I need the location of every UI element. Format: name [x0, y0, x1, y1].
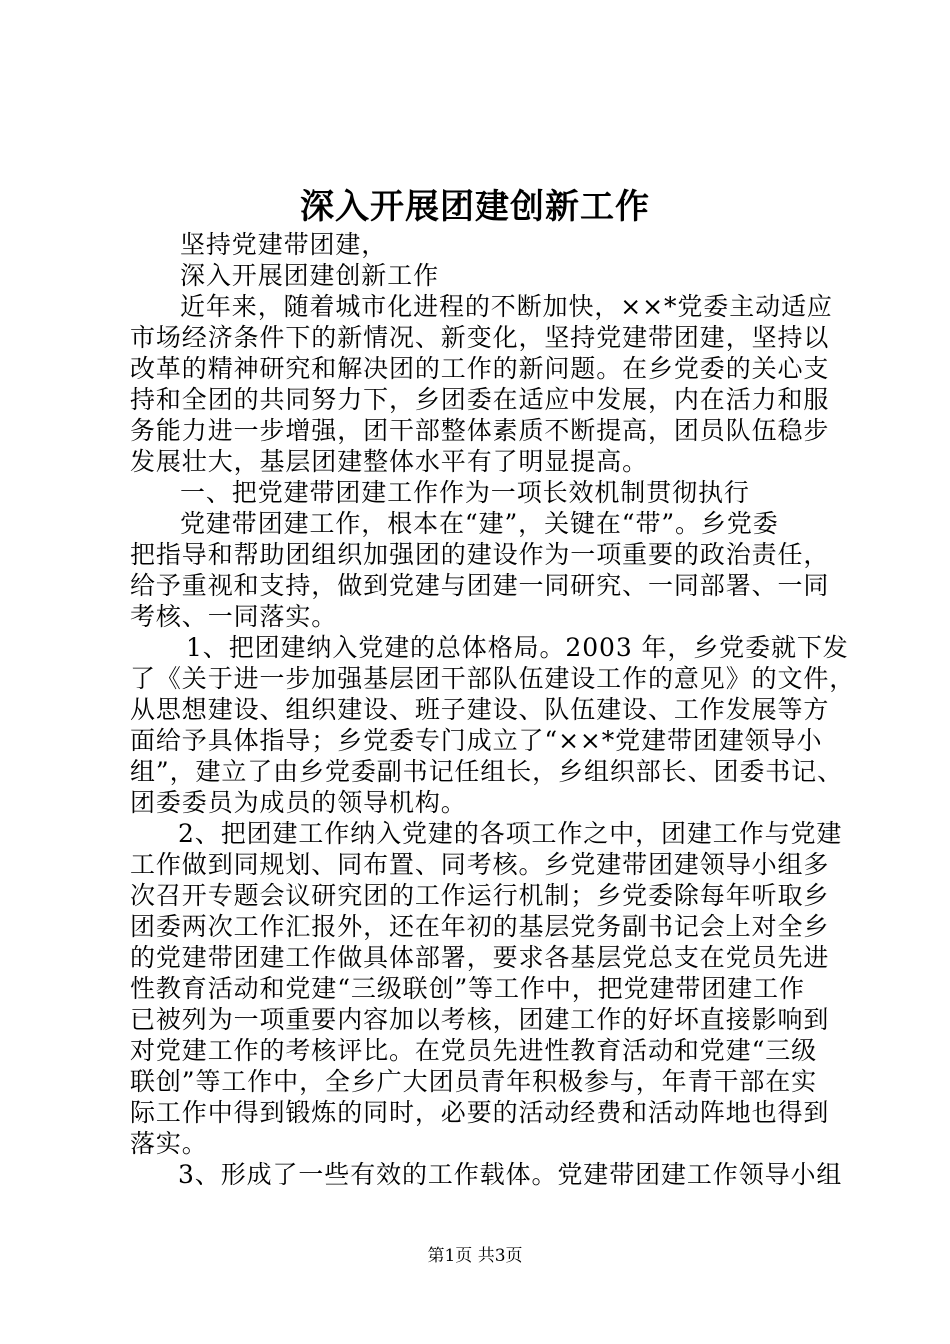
text-line: 了《关于进一步加强基层团干部队伍建设工作的意见》的文件， — [130, 664, 856, 693]
text-line: 近年来，随着城市化进程的不断加快，××*党委主动适应 — [180, 292, 833, 321]
text-line: 给予重视和支持，做到党建与团建一同研究、一同部署、一同 — [130, 571, 830, 600]
text-line: 务能力进一步增强，团干部整体素质不断提高，团员队伍稳步 — [130, 416, 830, 445]
text-line: 组”，建立了由乡党委副书记任组长，乡组织部长、团委书记、 — [130, 757, 843, 786]
text-line: 落实。 — [130, 1129, 208, 1158]
section-heading: 一、把党建带团建工作作为一项长效机制贯彻执行 — [180, 478, 750, 507]
text-line: 性教育活动和党建“三级联创”等工作中，把党建带团建工作 — [130, 974, 805, 1003]
text-line: 团委委员为成员的领导机构。 — [130, 788, 467, 817]
text-line: 工作做到同规划、同布置、同考核。乡党建带团建领导小组多 — [130, 850, 830, 879]
document-title: 深入开展团建创新工作 — [300, 187, 650, 227]
text-line: 已被列为一项重要内容加以考核，团建工作的好坏直接影响到 — [130, 1005, 830, 1034]
text-line: 3、形成了一些有效的工作载体。党建带团建工作领导小组 — [178, 1160, 843, 1189]
text-line: 次召开专题会议研究团的工作运行机制；乡党委除每年听取乡 — [130, 881, 830, 910]
text-line: 的党建带团建工作做具体部署，要求各基层党总支在党员先进 — [130, 943, 830, 972]
text-line: 际工作中得到锻炼的同时，必要的活动经费和活动阵地也得到 — [130, 1098, 830, 1127]
text-line: 2、把团建工作纳入党建的各项工作之中，团建工作与党建 — [178, 819, 843, 848]
text-line: 面给予具体指导；乡党委专门成立了“××*党建带团建领导小 — [130, 726, 823, 755]
text-line: 发展壮大，基层团建整体水平有了明显提高。 — [130, 447, 649, 476]
text-line: 从思想建设、组织建设、班子建设、队伍建设、工作发展等方 — [130, 695, 830, 724]
text-line: 1、把团建纳入党建的总体格局。2003 年，乡党委就下发 — [186, 633, 849, 662]
text-line: 坚持党建带团建， — [180, 230, 388, 259]
text-line: 党建带团建工作，根本在“建”，关键在“带”。乡党委 — [180, 509, 779, 538]
page-footer: 第1页 共3页 — [427, 1246, 523, 1266]
text-line: 持和全团的共同努力下，乡团委在适应中发展，内在活力和服 — [130, 385, 830, 414]
text-line: 对党建工作的考核评比。在党员先进性教育活动和党建“三级 — [130, 1036, 818, 1065]
text-line: 深入开展团建创新工作 — [180, 261, 440, 290]
document-body — [130, 229, 856, 1190]
text-line: 改革的精神研究和解决团的工作的新问题。在乡党委的关心支 — [130, 354, 830, 383]
text-line: 市场经济条件下的新情况、新变化，坚持党建带团建，坚持以 — [130, 323, 830, 352]
text-line: 把指导和帮助团组织加强团的建设作为一项重要的政治责任， — [130, 540, 830, 569]
text-line: 考核、一同落实。 — [130, 602, 338, 631]
text-line: 团委两次工作汇报外，还在年初的基层党务副书记会上对全乡 — [130, 912, 830, 941]
text-line: 联创”等工作中，全乡广大团员青年积极参与，年青干部在实 — [130, 1067, 818, 1096]
